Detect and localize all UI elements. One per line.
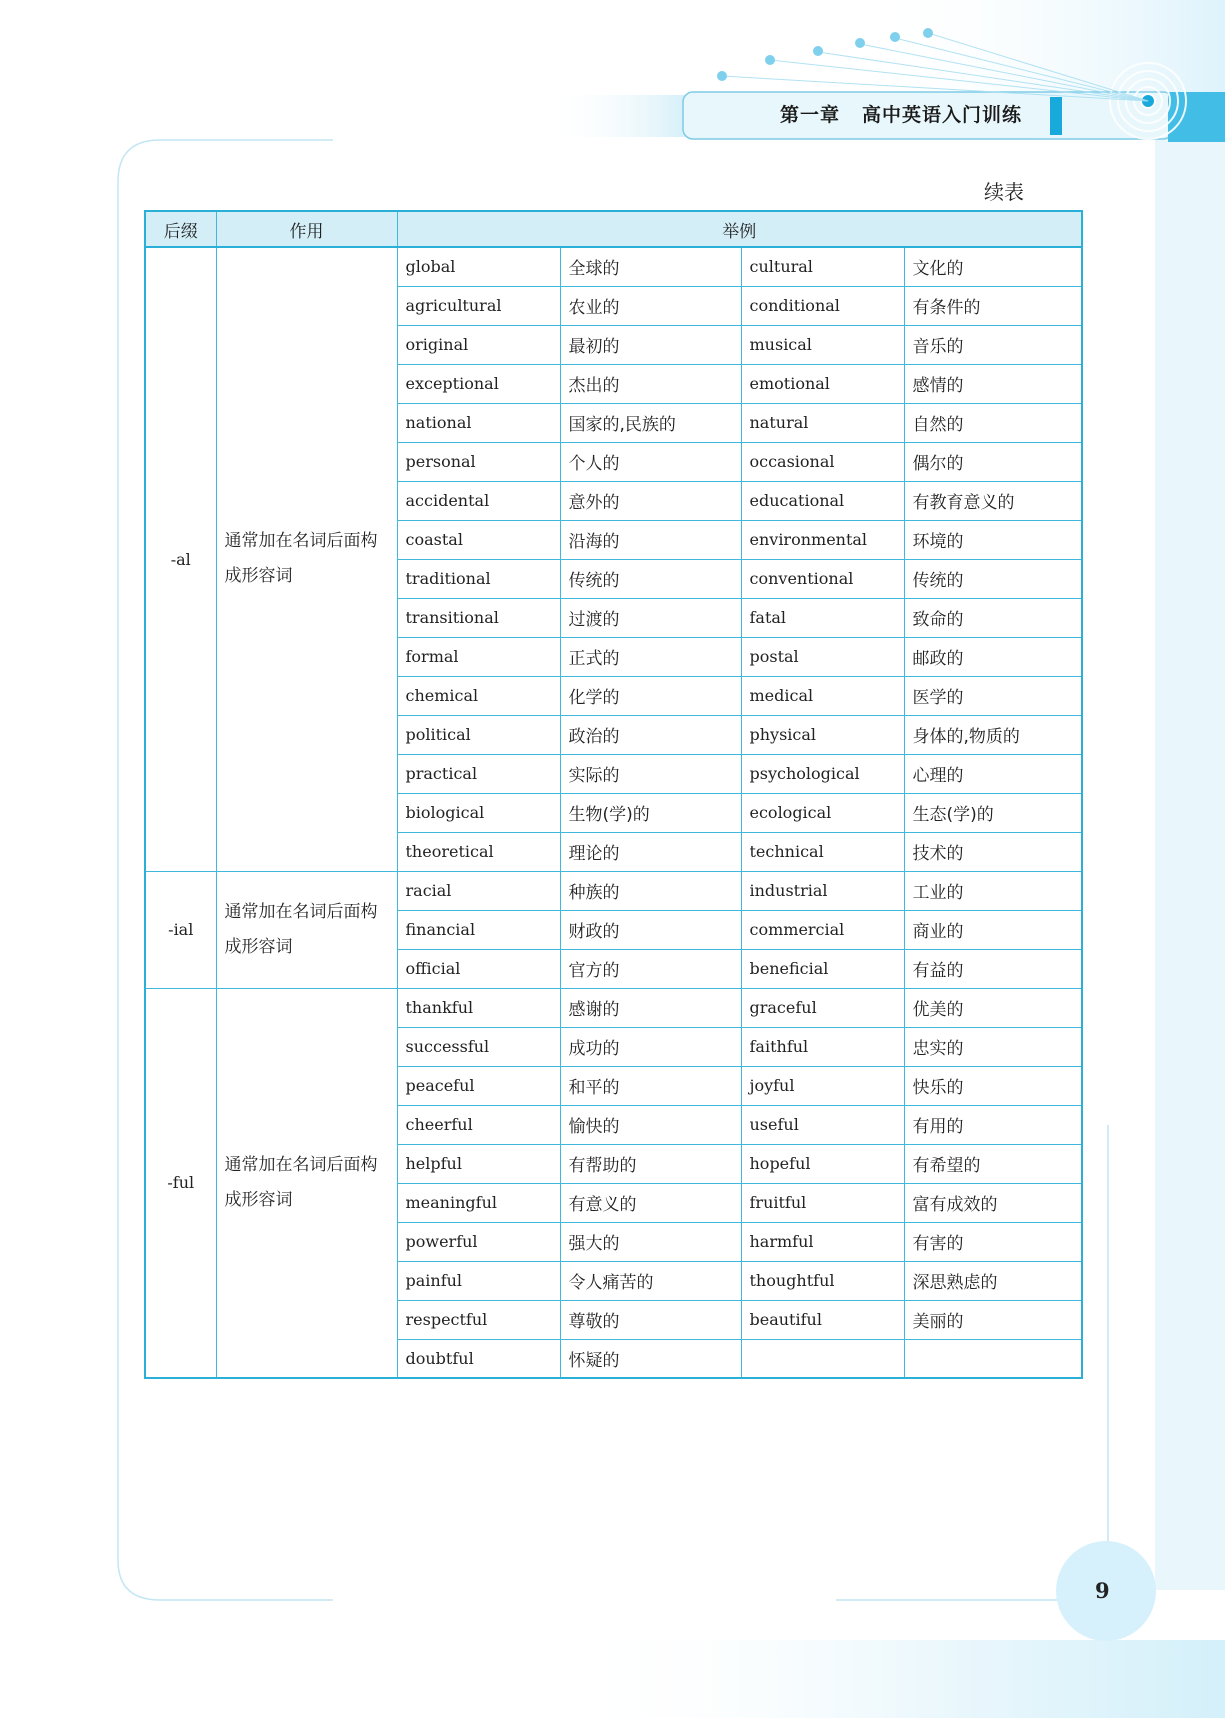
example-meaning-2: 商业的 [904, 910, 1082, 949]
example-meaning-1: 国家的,民族的 [560, 403, 741, 442]
example-word-2: technical [741, 832, 904, 871]
example-word-2: fruitful [741, 1183, 904, 1222]
example-word-2: psychological [741, 754, 904, 793]
example-word-2: conditional [741, 286, 904, 325]
example-word-2: hopeful [741, 1144, 904, 1183]
function-cell: 通常加在名词后面构成形容词 [216, 247, 397, 871]
example-meaning-2: 心理的 [904, 754, 1082, 793]
example-meaning-2: 传统的 [904, 559, 1082, 598]
example-meaning-1: 有帮助的 [560, 1144, 741, 1183]
example-word-2: industrial [741, 871, 904, 910]
example-meaning-1: 实际的 [560, 754, 741, 793]
example-meaning-2: 有条件的 [904, 286, 1082, 325]
example-word-2: beneficial [741, 949, 904, 988]
example-word-1: painful [397, 1261, 560, 1300]
example-meaning-2: 有害的 [904, 1222, 1082, 1261]
example-meaning-2: 工业的 [904, 871, 1082, 910]
example-meaning-2: 医学的 [904, 676, 1082, 715]
function-cell: 通常加在名词后面构成形容词 [216, 871, 397, 988]
chapter-header [780, 100, 1022, 127]
example-word-1: cheerful [397, 1105, 560, 1144]
example-word-1: global [397, 247, 560, 286]
example-word-1: helpful [397, 1144, 560, 1183]
example-meaning-2: 音乐的 [904, 325, 1082, 364]
chapter-title: 高中英语入门训练 [862, 104, 1023, 126]
example-meaning-2: 有希望的 [904, 1144, 1082, 1183]
example-meaning-1: 成功的 [560, 1027, 741, 1066]
example-word-2: graceful [741, 988, 904, 1027]
example-word-1: traditional [397, 559, 560, 598]
example-word-2: beautiful [741, 1300, 904, 1339]
example-word-2: thoughtful [741, 1261, 904, 1300]
example-meaning-2: 富有成效的 [904, 1183, 1082, 1222]
example-word-1: coastal [397, 520, 560, 559]
example-meaning-1: 农业的 [560, 286, 741, 325]
example-word-1: peaceful [397, 1066, 560, 1105]
example-meaning-1: 政治的 [560, 715, 741, 754]
example-meaning-1: 感谢的 [560, 988, 741, 1027]
example-meaning-2: 美丽的 [904, 1300, 1082, 1339]
example-word-1: exceptional [397, 364, 560, 403]
example-meaning-1: 强大的 [560, 1222, 741, 1261]
example-meaning-2: 技术的 [904, 832, 1082, 871]
example-word-2: musical [741, 325, 904, 364]
example-meaning-1: 和平的 [560, 1066, 741, 1105]
example-word-2: joyful [741, 1066, 904, 1105]
table-row [145, 247, 1082, 286]
example-meaning-1: 理论的 [560, 832, 741, 871]
page-number: 9 [1095, 1578, 1110, 1603]
example-word-2 [741, 1339, 904, 1378]
example-meaning-2: 致命的 [904, 598, 1082, 637]
example-meaning-1: 个人的 [560, 442, 741, 481]
example-meaning-1: 令人痛苦的 [560, 1261, 741, 1300]
example-meaning-1: 正式的 [560, 637, 741, 676]
header-examples: 举例 [397, 211, 1082, 247]
example-word-1: transitional [397, 598, 560, 637]
example-meaning-2: 邮政的 [904, 637, 1082, 676]
example-word-1: practical [397, 754, 560, 793]
example-meaning-2: 忠实的 [904, 1027, 1082, 1066]
continued-label: 续表 [984, 180, 1024, 204]
example-word-1: accidental [397, 481, 560, 520]
example-word-1: doubtful [397, 1339, 560, 1378]
example-meaning-2: 快乐的 [904, 1066, 1082, 1105]
table-header-row [145, 211, 1082, 247]
example-word-1: financial [397, 910, 560, 949]
example-word-2: occasional [741, 442, 904, 481]
example-word-2: conventional [741, 559, 904, 598]
example-word-1: formal [397, 637, 560, 676]
header-suffix: 后缀 [145, 211, 216, 247]
example-meaning-1: 意外的 [560, 481, 741, 520]
example-meaning-2: 偶尔的 [904, 442, 1082, 481]
example-meaning-2 [904, 1339, 1082, 1378]
example-meaning-2: 有教育意义的 [904, 481, 1082, 520]
example-meaning-1: 全球的 [560, 247, 741, 286]
example-word-1: political [397, 715, 560, 754]
example-meaning-2: 文化的 [904, 247, 1082, 286]
example-meaning-1: 过渡的 [560, 598, 741, 637]
example-meaning-1: 最初的 [560, 325, 741, 364]
table-row [145, 988, 1082, 1027]
example-word-2: physical [741, 715, 904, 754]
example-word-2: harmful [741, 1222, 904, 1261]
header-function: 作用 [216, 211, 397, 247]
example-meaning-2: 有用的 [904, 1105, 1082, 1144]
example-meaning-1: 有意义的 [560, 1183, 741, 1222]
example-meaning-2: 自然的 [904, 403, 1082, 442]
example-word-2: medical [741, 676, 904, 715]
example-word-2: postal [741, 637, 904, 676]
example-word-1: meaningful [397, 1183, 560, 1222]
example-word-1: powerful [397, 1222, 560, 1261]
example-meaning-1: 官方的 [560, 949, 741, 988]
example-word-2: faithful [741, 1027, 904, 1066]
example-word-1: theoretical [397, 832, 560, 871]
example-word-2: useful [741, 1105, 904, 1144]
example-meaning-1: 财政的 [560, 910, 741, 949]
example-meaning-2: 生态(学)的 [904, 793, 1082, 832]
example-meaning-1: 生物(学)的 [560, 793, 741, 832]
example-meaning-2: 身体的,物质的 [904, 715, 1082, 754]
example-word-1: biological [397, 793, 560, 832]
example-meaning-2: 优美的 [904, 988, 1082, 1027]
example-word-1: racial [397, 871, 560, 910]
example-word-2: environmental [741, 520, 904, 559]
example-word-1: successful [397, 1027, 560, 1066]
example-word-1: respectful [397, 1300, 560, 1339]
example-meaning-1: 愉快的 [560, 1105, 741, 1144]
example-word-1: thankful [397, 988, 560, 1027]
example-word-1: national [397, 403, 560, 442]
example-word-2: natural [741, 403, 904, 442]
example-meaning-1: 化学的 [560, 676, 741, 715]
example-word-2: ecological [741, 793, 904, 832]
suffix-cell: -ful [145, 988, 216, 1378]
example-meaning-1: 传统的 [560, 559, 741, 598]
example-meaning-1: 怀疑的 [560, 1339, 741, 1378]
example-word-1: chemical [397, 676, 560, 715]
table-body [145, 247, 1082, 1378]
example-meaning-1: 尊敬的 [560, 1300, 741, 1339]
function-cell: 通常加在名词后面构成形容词 [216, 988, 397, 1378]
chapter-number: 第一章 [780, 104, 841, 126]
example-word-2: commercial [741, 910, 904, 949]
example-word-2: fatal [741, 598, 904, 637]
example-word-1: personal [397, 442, 560, 481]
example-word-1: agricultural [397, 286, 560, 325]
table-row [145, 871, 1082, 910]
example-word-2: educational [741, 481, 904, 520]
example-meaning-2: 感情的 [904, 364, 1082, 403]
example-word-2: emotional [741, 364, 904, 403]
suffix-cell: -al [145, 247, 216, 871]
example-word-1: original [397, 325, 560, 364]
suffix-cell: -ial [145, 871, 216, 988]
example-meaning-2: 深思熟虑的 [904, 1261, 1082, 1300]
suffix-table [144, 210, 1083, 1379]
example-word-2: cultural [741, 247, 904, 286]
example-meaning-2: 环境的 [904, 520, 1082, 559]
example-meaning-1: 沿海的 [560, 520, 741, 559]
example-word-1: official [397, 949, 560, 988]
example-meaning-2: 有益的 [904, 949, 1082, 988]
example-meaning-1: 杰出的 [560, 364, 741, 403]
example-meaning-1: 种族的 [560, 871, 741, 910]
